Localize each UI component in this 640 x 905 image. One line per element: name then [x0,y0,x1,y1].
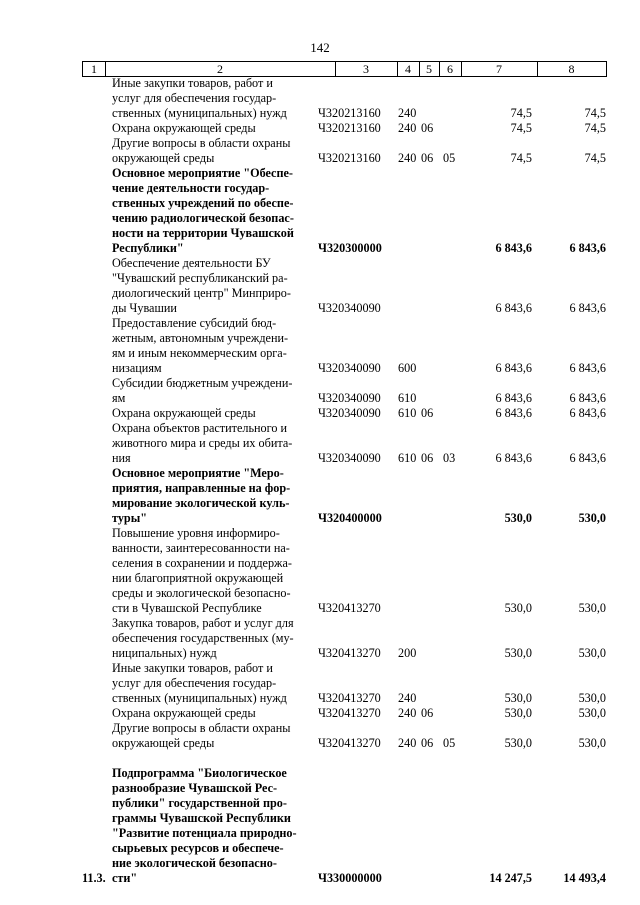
row-name-line: животного мира и среды их обита- [112,436,293,450]
row-name-line: жетным, автономным учреждени- [112,331,289,345]
row-name-line: Основное мероприятие "Обеспе- [112,166,293,180]
row-name-line: "Чувашский республиканский ра- [112,271,288,285]
row-code: Ч320340090 [318,391,381,405]
row-code: Ч320400000 [318,511,382,525]
row-amount-col7: 530,0 [504,736,532,750]
row-amount-col8: 6 843,6 [569,241,606,255]
row-name-line: Закупка товаров, работ и услуг для [112,616,294,630]
row-name-line: Охрана окружающей среды [112,121,256,135]
row-name [112,421,309,466]
row-name-line: среды и экологической безопасно- [112,586,291,600]
row-name-line: обеспечения государственных (му- [112,631,294,645]
row-amount-col7: 530,0 [504,601,532,615]
header-col-2: 2 [217,62,223,76]
row-name-line: ниципальных) нужд [112,646,217,660]
row-amount-col8: 74,5 [584,106,606,120]
row-code: Ч320340090 [318,301,381,315]
row-code: Ч320413270 [318,601,381,615]
row-amount-col8: 6 843,6 [569,391,606,405]
row-subsection: 05 [443,736,456,750]
row-name-line: чение деятельности государ- [112,181,270,195]
row-name [112,526,309,616]
row-code: Ч320213160 [318,106,381,120]
row-amount-col8: 6 843,6 [569,361,606,375]
row-expense-type: 610 [398,451,417,465]
row-amount-col8: 6 843,6 [569,301,606,315]
header-col-3: 3 [363,62,369,76]
row-name [112,766,309,886]
row-name-line: Республики" [112,241,184,255]
row-amount-col8: 530,0 [578,646,606,660]
table-row [0,406,640,421]
row-number: 11.3. [82,871,106,885]
row-code: Ч320413270 [318,706,381,720]
row-amount-col7: 74,5 [510,151,532,165]
row-name [112,316,309,376]
table-row [0,166,640,256]
table-row [0,526,640,616]
row-name [112,376,309,406]
row-name-line: Охрана окружающей среды [112,406,256,420]
row-name [112,121,309,136]
row-name-line: Обеспечение деятельности БУ [112,256,271,270]
table-row [0,466,640,526]
row-amount-col7: 530,0 [504,511,532,525]
table-row [0,766,640,886]
row-amount-col7: 6 843,6 [495,406,532,420]
row-subsection: 03 [443,451,456,465]
row-name-line: ности на территории Чувашской [112,226,294,240]
header-col-4: 4 [405,62,411,76]
header-col-6: 6 [447,62,453,76]
row-name-line: окружающей среды [112,736,215,750]
table-row [0,706,640,721]
table-row [0,76,640,121]
row-name-line: ние экологической безопасно- [112,856,277,870]
row-amount-col8: 530,0 [578,601,606,615]
row-name-line: "Развитие потенциала природно- [112,826,297,840]
row-amount-col7: 74,5 [510,106,532,120]
row-name-line: мирование экологической куль- [112,496,290,510]
row-amount-col8: 14 493,4 [563,871,606,885]
row-amount-col7: 6 843,6 [495,391,532,405]
row-name [112,406,309,421]
row-name-line: ям [112,391,126,405]
row-section: 06 [421,121,434,135]
row-name-line: разнообразие Чувашской Рес- [112,781,278,795]
row-name [112,76,309,121]
row-code: Ч320340090 [318,361,381,375]
row-name-line: ванности, заинтересованности на- [112,541,290,555]
row-name-line: ственных учреждений по обеспе- [112,196,294,210]
row-name-line: Охрана окружающей среды [112,706,256,720]
row-expense-type: 240 [398,706,417,720]
row-name [112,136,309,166]
row-name-line: селения в сохранении и поддержа- [112,556,292,570]
row-name-line: ды Чувашии [112,301,177,315]
row-expense-type: 610 [398,406,417,420]
row-subsection: 05 [443,151,456,165]
row-expense-type: 240 [398,121,417,135]
table-row [0,256,640,316]
row-amount-col8: 530,0 [578,736,606,750]
budget-table-body [0,76,640,886]
row-name-line: ственных (муниципальных) нужд [112,691,287,705]
row-name-line: Другие вопросы в области охраны [112,721,291,735]
row-name-line: Другие вопросы в области охраны [112,136,291,150]
row-code: Ч320213160 [318,121,381,135]
row-name [112,256,309,316]
row-name-line: Иные закупки товаров, работ и [112,76,273,90]
row-name-line: Подпрограмма "Биологическое [112,766,287,780]
row-amount-col7: 6 843,6 [495,301,532,315]
row-code: Ч320340090 [318,451,381,465]
row-name-line: Предоставление субсидий бюд- [112,316,277,330]
table-row [0,121,640,136]
row-name-line: Охрана объектов растительного и [112,421,288,435]
row-amount-col7: 6 843,6 [495,241,532,255]
row-amount-col7: 530,0 [504,646,532,660]
table-row [0,421,640,466]
table-header [82,61,607,77]
table-row [0,721,640,751]
row-name-line: Основное мероприятие "Меро- [112,466,284,480]
row-name-line: диологический центр" Минприро- [112,286,291,300]
row-name-line: граммы Чувашской Республики [112,811,291,825]
row-code: Ч320413270 [318,646,381,660]
row-amount-col7: 530,0 [504,706,532,720]
row-name-line: низациям [112,361,162,375]
table-row [0,616,640,661]
row-amount-col7: 6 843,6 [495,451,532,465]
table-row [0,136,640,166]
row-amount-col7: 530,0 [504,691,532,705]
row-expense-type: 240 [398,736,417,750]
row-code: Ч320300000 [318,241,382,255]
table-row [0,316,640,376]
row-code: Ч320413270 [318,691,381,705]
row-name-line: окружающей среды [112,151,215,165]
row-expense-type: 240 [398,106,417,120]
row-name-line: услуг для обеспечения государ- [112,676,277,690]
row-amount-col8: 530,0 [578,706,606,720]
row-section: 06 [421,736,434,750]
table-row [0,376,640,406]
row-name-line: ния [112,451,131,465]
table-row [0,661,640,706]
row-name [112,706,309,721]
row-name-line: услуг для обеспечения государ- [112,91,277,105]
header-col-7: 7 [496,62,502,76]
row-code: Ч320213160 [318,151,381,165]
row-section: 06 [421,451,434,465]
row-name-line: публики" государственной про- [112,796,287,810]
row-expense-type: 600 [398,361,417,375]
row-name [112,166,309,256]
row-amount-col8: 6 843,6 [569,406,606,420]
row-name [112,721,309,751]
row-name [112,616,309,661]
row-name-line: нии благоприятной окружающей [112,571,284,585]
header-col-1: 1 [91,62,97,76]
row-code: Ч320340090 [318,406,381,420]
row-expense-type: 610 [398,391,417,405]
row-amount-col7: 14 247,5 [489,871,532,885]
row-name-line: ям и иным некоммерческим орга- [112,346,287,360]
row-code: Ч320413270 [318,736,381,750]
row-amount-col8: 74,5 [584,121,606,135]
row-name-line: ственных (муниципальных) нужд [112,106,287,120]
row-name-line: Иные закупки товаров, работ и [112,661,273,675]
row-section: 06 [421,151,434,165]
header-col-8: 8 [568,62,575,76]
header-col-5: 5 [426,62,432,76]
row-amount-col8: 6 843,6 [569,451,606,465]
row-code: Ч330000000 [318,871,382,885]
row-name-line: Субсидии бюджетным учреждени- [112,376,293,390]
row-name-line: Повышение уровня информиро- [112,526,280,540]
row-name-line: сырьевых ресурсов и обеспече- [112,841,284,855]
row-amount-col8: 74,5 [584,151,606,165]
row-name [112,466,309,526]
row-expense-type: 240 [398,691,417,705]
row-name-line: сти в Чувашской Республике [112,601,262,615]
page-number: 142 [310,40,330,55]
row-name-line: туры" [112,511,147,525]
row-name [112,661,309,706]
row-name-line: сти" [112,871,138,885]
row-name-line: приятия, направленные на фор- [112,481,291,495]
row-amount-col8: 530,0 [578,511,606,525]
row-name-line: чению радиологической безопас- [112,211,294,225]
row-section: 06 [421,706,434,720]
row-section: 06 [421,406,434,420]
row-expense-type: 200 [398,646,417,660]
row-amount-col8: 530,0 [578,691,606,705]
row-amount-col7: 6 843,6 [495,361,532,375]
row-expense-type: 240 [398,151,417,165]
row-amount-col7: 74,5 [510,121,532,135]
